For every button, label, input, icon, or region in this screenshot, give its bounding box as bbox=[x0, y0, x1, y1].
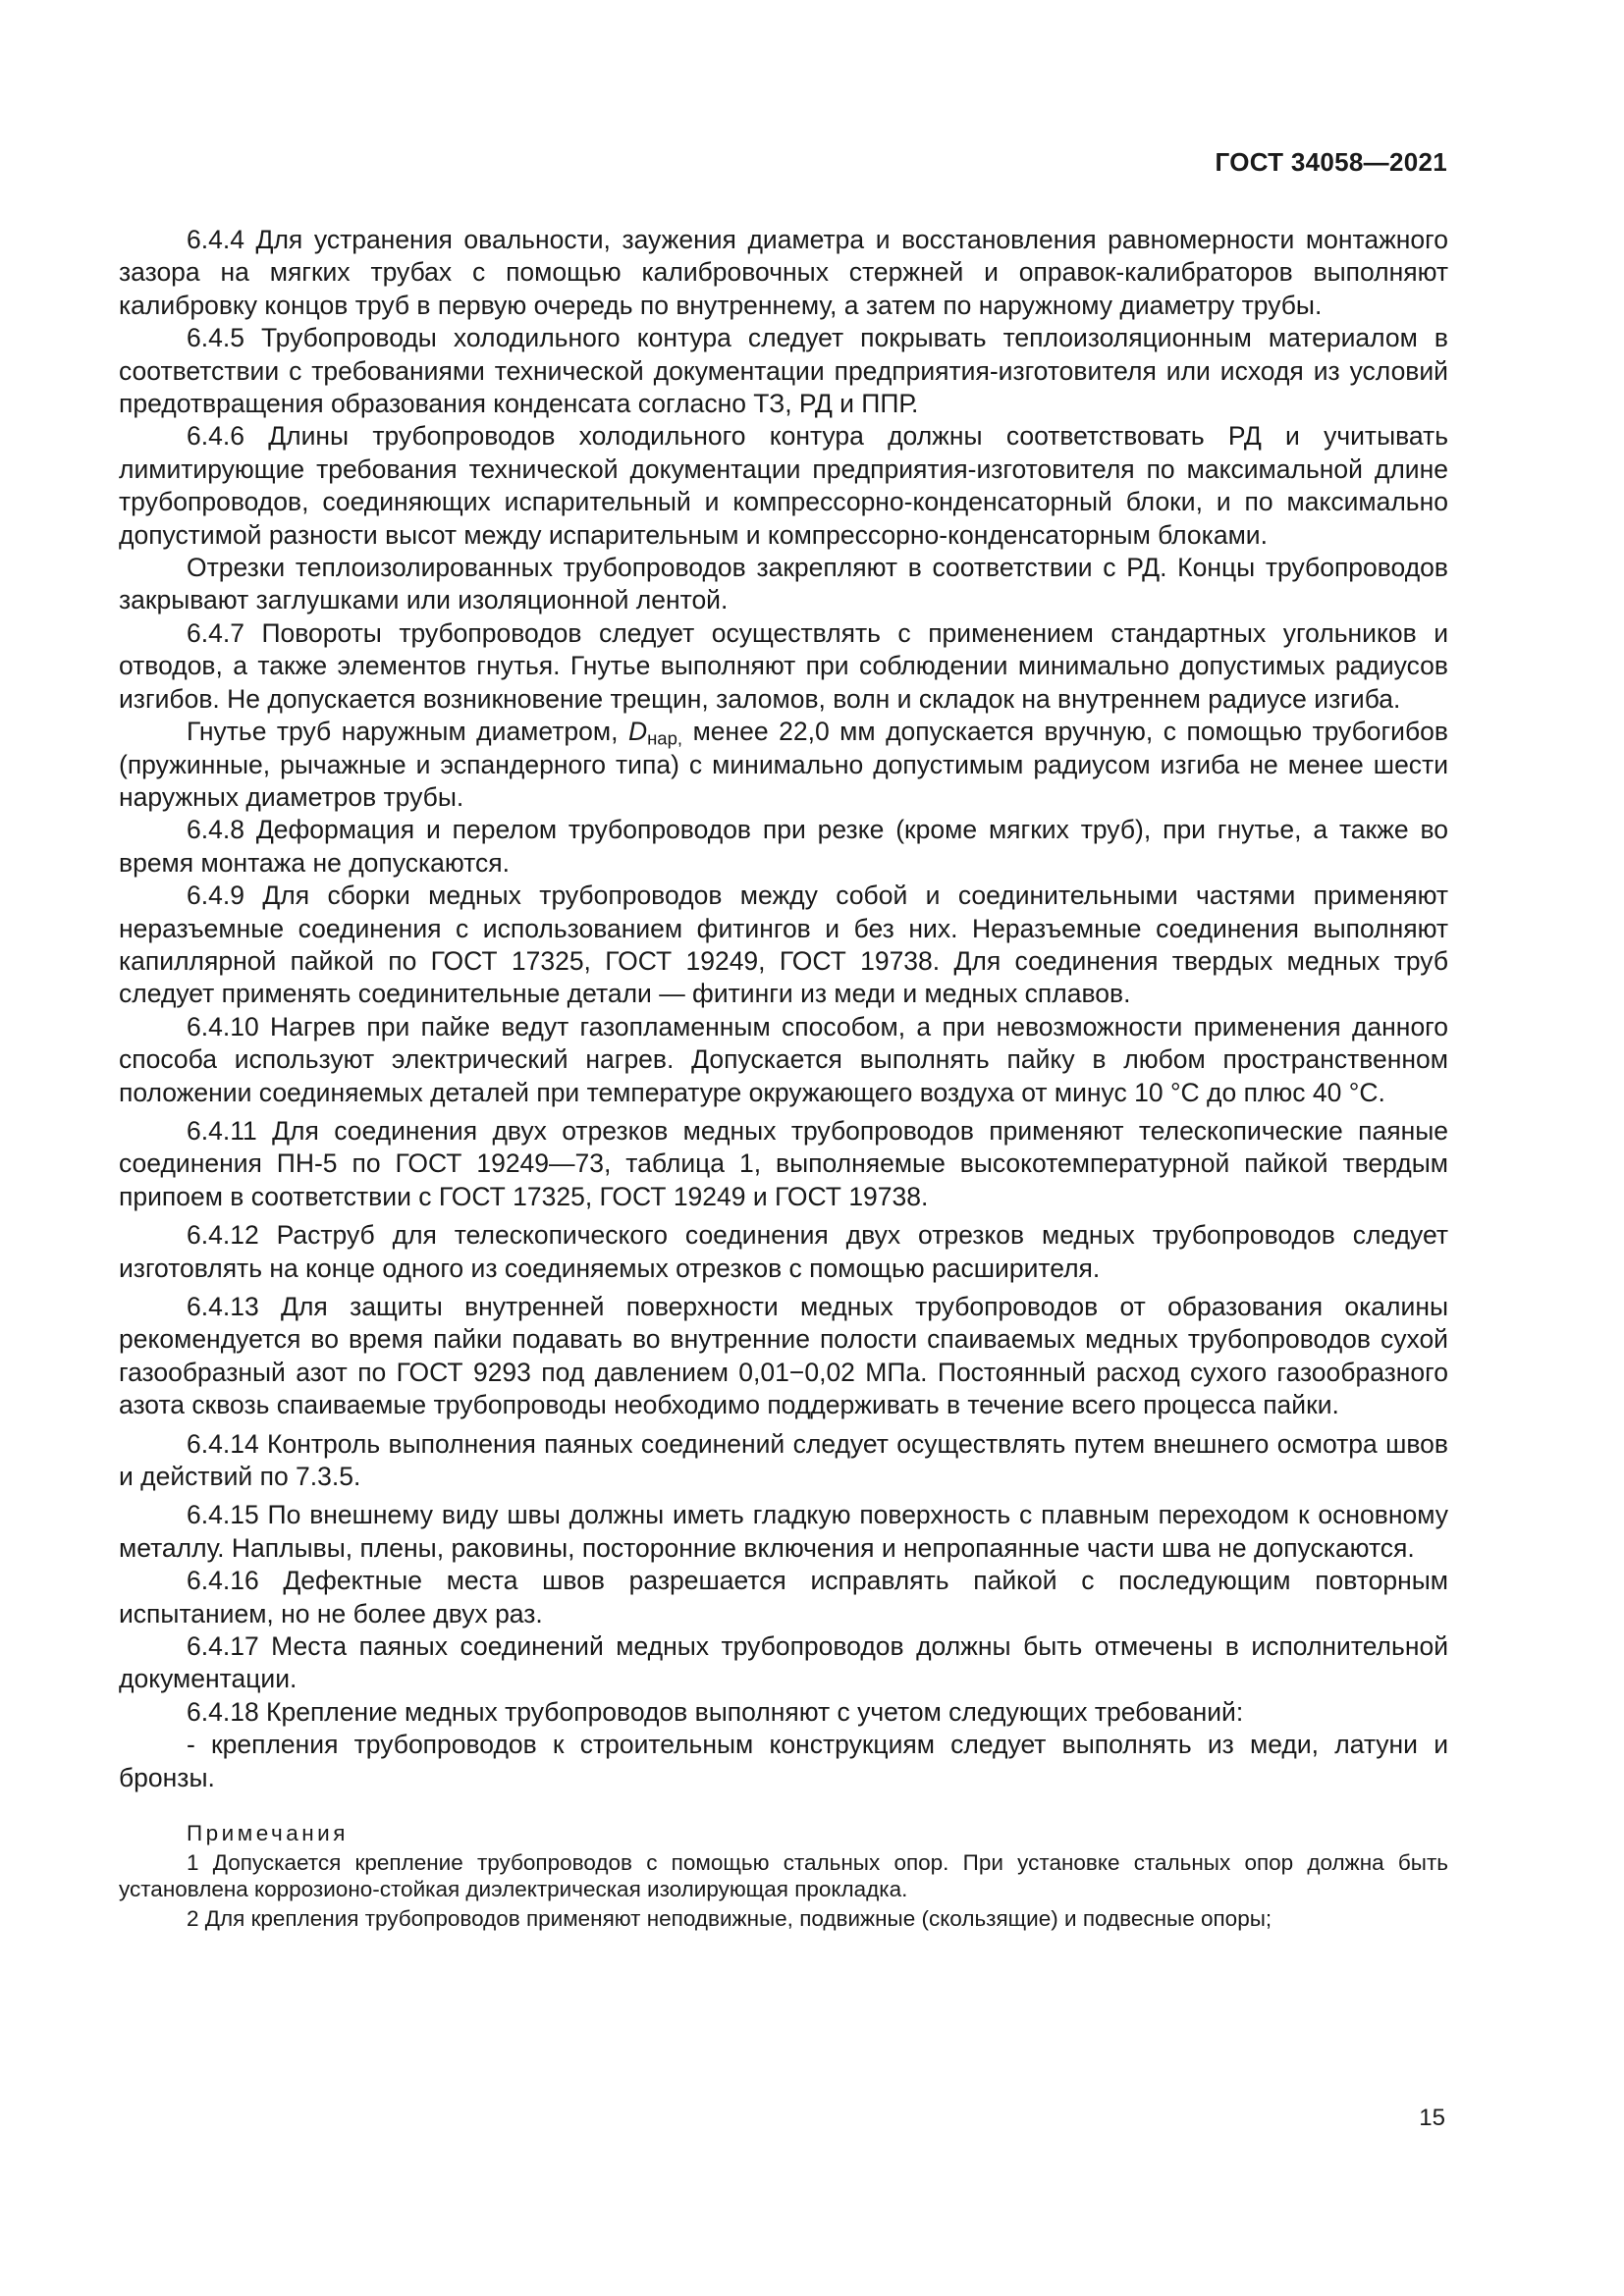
paragraph-6-4-12: 6.4.12 Раструб для телескопического соединения двух отрезков медных трубопроводов следует изготовлять на конце одного из соединяемых отрезков с помощью расширителя. bbox=[119, 1220, 1448, 1283]
document-header: ГОСТ 34058—2021 bbox=[1215, 147, 1447, 177]
note-item: 2 Для крепления трубопроводов применяют неподвижные, подвижные (скользящие) и подвесные опоры; bbox=[187, 1906, 1272, 1932]
body-text bbox=[119, 224, 1448, 1932]
paragraph-6-4-8: 6.4.8 Деформация и перелом трубопроводов при резке (кроме мягких труб), при гнутье, а также во время монтажа не допускаются. bbox=[119, 815, 1448, 878]
paragraph-6-4-11: 6.4.11 Для соединения двух отрезков медных трубопроводов применяют телескопические паяные соединения ПН-5 по ГОСТ 19249—73, таблица 1, выполняемые высокотемпературной пайкой твердым припоем в соответствии с ГОСТ 17325, ГОСТ 19249 и ГОСТ 19738. bbox=[119, 1115, 1448, 1211]
text-segment: менее 22,0 мм допускается вручную, с помощью трубогибов (пружинные, рычажные и эспандерного типа) с минимально допустимым радиусом изгиба не менее шести наружных диаметров трубы. bbox=[119, 717, 1448, 812]
paragraph-6-4-7-continued bbox=[119, 716, 1448, 814]
note-item: 1 Допускается крепление трубопроводов с помощью стальных опор. При установке стальных опор должна быть установлена коррозионо-стойкая диэлектрическая изолирующая прокладка. bbox=[119, 1850, 1448, 1902]
paragraph-6-4-9: 6.4.9 Для сборки медных трубопроводов между собой и соединительными частями применяют неразъемные соединения с использованием фитингов и без них. Неразъемные соединения выполняют капиллярной пайкой по ГОСТ 17325, ГОСТ 19249, ГОСТ 19738. Для соединения твердых медных труб следует применять соединительные детали — фитинги из меди и медных сплавов. bbox=[119, 881, 1448, 1009]
paragraph-6-4-10: 6.4.10 Нагрев при пайке ведут газопламенным способом, а при невозможности применения данного способа используют электрический нагрев. Допускается выполнять пайку в любом пространственном положении соединяемых деталей при температуре окружающего воздуха от минус 10 °С до плюс 40 °С. bbox=[119, 1011, 1448, 1107]
paragraph-6-4-5: 6.4.5 Трубопроводы холодильного контура следует покрывать теплоизоляционным материалом в соответствии с требованиями технической документации предприятия-изготовителя или исходя из условий предотвращения образования конденсата согласно ТЗ, РД и ППР. bbox=[119, 323, 1448, 419]
paragraph-6-4-16: 6.4.16 Дефектные места швов разрешается исправлять пайкой с последующим повторным испытанием, но не более двух раз. bbox=[119, 1566, 1448, 1629]
paragraph-6-4-7: 6.4.7 Повороты трубопроводов следует осуществлять с применением стандартных угольников и отводов, а также элементов гнутья. Гнутье выполняют при соблюдении минимально допустимых радиусов изгибов. Не допускается возникновение трещин, заломов, волн и складок на внутреннем радиусе изгиба. bbox=[119, 617, 1448, 714]
paragraph-6-4-6: 6.4.6 Длины трубопроводов холодильного контура должны соответствовать РД и учитывать лимитирующие требования технической документации предприятия-изготовителя по максимальной длине трубопроводов, соединяющих испарительный и компрессорно-конденсаторный блоки, и по максимально допустимой разности высот между испарительным и компрессорно-конденсаторным блоками. bbox=[119, 421, 1448, 550]
paragraph-6-4-14: 6.4.14 Контроль выполнения паяных соединений следует осуществлять путем внешнего осмотра швов и действий по 7.3.5. bbox=[119, 1428, 1448, 1492]
diameter-symbol: D bbox=[627, 717, 648, 747]
paragraph-6-4-17: 6.4.17 Места паяных соединений медных трубопроводов должны быть отмечены в исполнительной документации. bbox=[119, 1631, 1448, 1694]
text-segment: Гнутье труб наружным диаметром, bbox=[187, 717, 628, 747]
paragraph-6-4-15: 6.4.15 По внешнему виду швы должны иметь гладкую поверхность с плавным переходом к основному металлу. Наплывы, плены, раковины, посторонние включения и непропаянные части шва не допускаются. bbox=[119, 1500, 1448, 1563]
diameter-subscript: нар, bbox=[647, 727, 683, 749]
paragraph-6-4-18: 6.4.18 Крепление медных трубопроводов выполняют с учетом следующих требований: bbox=[187, 1696, 1244, 1727]
notes-title: Примечания bbox=[187, 1821, 349, 1846]
page-number: 15 bbox=[1419, 2105, 1445, 2131]
notes-section bbox=[119, 1820, 1448, 1932]
paragraph-6-4-18-item: - крепления трубопроводов к строительным конструкциям следует выполнять из меди, латуни и бронзы. bbox=[119, 1730, 1448, 1792]
paragraph-6-4-13: 6.4.13 Для защиты внутренней поверхности медных трубопроводов от образования окалины рекомендуется во время пайки подавать во внутренние полости спаиваемых медных трубопроводов сухой газообразный азот по ГОСТ 9293 под давлением 0,01−0,02 МПа. Постоянный расход сухого газообразного азота сквозь спаиваемые трубопроводы необходимо поддерживать в течение всего процесса пайки. bbox=[119, 1292, 1448, 1420]
paragraph-6-4-4: 6.4.4 Для устранения овальности, заужения диаметра и восстановления равномерности монтажного зазора на мягких трубах с помощью калибровочных стержней и оправок-калибраторов выполняют калибровку концов труб в первую очередь по внутреннему, а затем по наружному диаметру трубы. bbox=[119, 225, 1448, 320]
paragraph-6-4-6-continued: Отрезки теплоизолированных трубопроводов закрепляют в соответствии с РД. Концы трубопроводов закрывают заглушками или изоляционной лентой. bbox=[119, 553, 1448, 615]
